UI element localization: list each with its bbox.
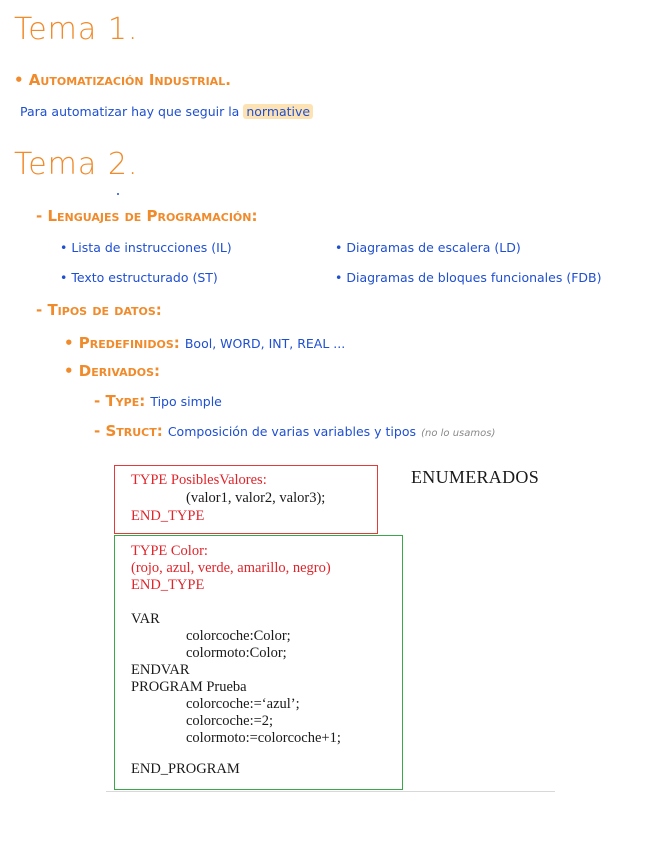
code-line: colormoto:Color; xyxy=(186,645,287,661)
tema1-line xyxy=(20,104,313,119)
highlighted-word: normative xyxy=(243,104,313,119)
tema1-line-text: Para automatizar hay que seguir la xyxy=(20,104,240,119)
code-line: ENDVAR xyxy=(131,662,190,678)
code-line: END_PROGRAM xyxy=(131,761,240,777)
type-value: Tipo simple xyxy=(150,394,222,409)
struct-note: (no lo usamos) xyxy=(421,428,496,439)
tema1-heading: • Automatización Industrial. xyxy=(14,71,231,89)
code-line: (rojo, azul, verde, amarillo, negro) xyxy=(131,560,331,576)
tipos-heading: - Tipos de datos: xyxy=(36,301,162,319)
code-line: (valor1, valor2, valor3); xyxy=(186,490,326,506)
predefinidos-label: • Predefinidos: xyxy=(64,334,180,352)
predefinidos-value: Bool, WORD, INT, REAL ... xyxy=(184,336,346,351)
lenguaje-item-il: • Lista de instrucciones (IL) xyxy=(60,240,232,255)
type-label: - Type: xyxy=(94,392,146,410)
code-line: colorcoche:=‘azul’; xyxy=(186,696,300,712)
code-line: PROGRAM Prueba xyxy=(131,679,247,695)
tema1-title: Tema 1. xyxy=(14,12,139,47)
lenguaje-item-ld: • Diagramas de escalera (LD) xyxy=(335,240,521,255)
code-line: END_TYPE xyxy=(131,508,205,524)
divider xyxy=(106,791,555,792)
tema2-title: Tema 2. xyxy=(14,147,139,182)
lenguajes-heading: - Lenguajes de Programación: xyxy=(36,207,258,225)
lenguaje-item-st: • Texto estructurado (ST) xyxy=(60,270,218,285)
code-line: colorcoche:Color; xyxy=(186,628,291,644)
type-line xyxy=(94,391,222,410)
lenguaje-item-fdb: • Diagramas de bloques funcionales (FDB) xyxy=(335,270,602,285)
code-line: TYPE PosiblesValores: xyxy=(131,472,267,488)
predefinidos-line xyxy=(64,333,345,352)
code-line: TYPE Color: xyxy=(131,543,208,559)
struct-value: Composición de varias variables y tipos xyxy=(167,424,417,439)
ink-dot xyxy=(117,193,119,195)
struct-label: - Struct: xyxy=(94,422,163,440)
enumerados-label: ENUMERADOS xyxy=(411,467,540,487)
code-line: colorcoche:=2; xyxy=(186,713,274,729)
code-line: colormoto:=colorcoche+1; xyxy=(186,730,341,746)
code-line: VAR xyxy=(131,611,160,627)
derivados-label: • Derivados: xyxy=(64,362,161,380)
struct-line xyxy=(94,421,495,440)
code-line: END_TYPE xyxy=(131,577,205,593)
